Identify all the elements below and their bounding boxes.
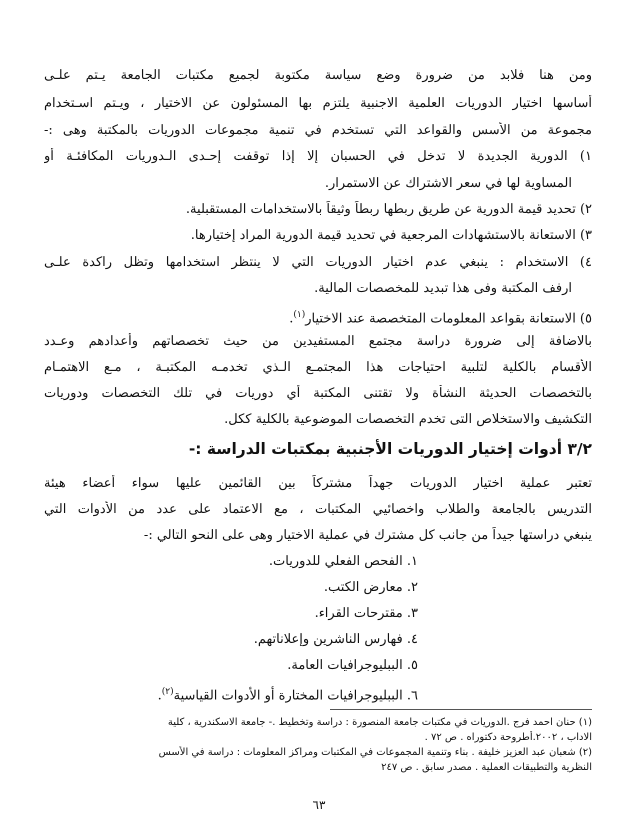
list-item: ٣) الاستعانة بالاستشهادات المرجعية في تحديد قيمة الدورية المراد إختيارها. [190, 228, 592, 243]
footnote-line: النظرية والتطبيقات العملية . مصدر سابق . ص ٢٤٧ [381, 762, 592, 773]
list-item: ٢. معارض الكتب. [323, 580, 418, 595]
list-item-text: ٦. الببليوجرافيات المختارة أو الأدوات القياسية [173, 688, 418, 704]
list-item: ٣. مقترحات القراء. [314, 606, 418, 621]
footnote-marker: (١) [293, 310, 306, 320]
footnote-divider [330, 709, 592, 710]
list-item: ٥. الببليوجرافيات العامة. [287, 658, 418, 673]
paragraph-line: ينبغي دراستها جيداً من جانب كل مشترك في عملية الاختيار وهى على النحو التالي :- [143, 528, 592, 543]
list-item: ارفف المكتبة وفى هذا تبديد للمخصصات المالية. [314, 281, 572, 296]
list-item: ٤) الاستخدام : ينبغي عدم اختيار الدوريات التي لا ينتظر استخدامها وتظل راكدة علـى [44, 255, 592, 270]
list-item: ٦. الببليوجرافيات المختارة أو الأدوات القياسية$^{(٢)}$. [157, 687, 418, 704]
list-item: ٢) تحديد قيمة الدورية عن طريق ربطها ربطاً وثيقاً بالاستخدامات المستقبلية. [185, 202, 592, 217]
list-item: ١. الفحص الفعلي للدوريات. [268, 554, 418, 569]
paragraph-line: ومن هنا فلابد من ضرورة وضع سياسة مكتوبة لجميع مكتبات الجامعة يـتم علـى [44, 68, 592, 83]
list-item-text: ٥) الاستعانة بقواعد المعلومات المتخصصة عند الاختيار [305, 311, 592, 327]
footnote-line: الاداب ، ٢٠٠٢.أطروحة دكتوراه . ص ٧٢ . [424, 732, 592, 743]
section-heading: ٣/٢ أدوات إختيار الدوريات الأجنبية بمكتبات الدراسة :- [188, 440, 592, 458]
list-item: المساوية لها في سعر الاشتراك عن الاستمرار. [324, 176, 572, 191]
footnote-line: (١) حنان احمد فرج .الدوريات في مكتبات جامعة المنصورة : دراسة وتخطيط .- جامعة الاسكندرية ، كلية [167, 717, 592, 728]
page-number: ٦٣ [312, 798, 326, 812]
paragraph-line: بالاضافة إلى ضرورة دراسة مجتمع المستفيدين من حيث تخصصاتهم وأعدادهم وعـدد [44, 334, 592, 349]
list-item: ١) الدورية الجديدة لا تدخل في الحسبان إلا إذا توقفت إحـدى الـدوريات المكافئـة أو [44, 149, 592, 164]
paragraph-line: التكشيف والاستخلاص التى تخدم التخصصات الموضوعية بالكلية ككل. [224, 412, 592, 427]
list-item: ٤. فهارس الناشرين وإعلاناتهم. [253, 632, 418, 647]
paragraph-line: مجموعة من الأسس والقواعد التي تستخدم في تنمية مجموعات الدوريات بالمكتبة وهى :- [44, 123, 592, 138]
paragraph-line: التدريس بالجامعة والطلاب واخصائيي المكتبات ، مع الاعتماد على عدد من الأدوات التي [44, 502, 592, 517]
paragraph-line: بالتخصصات الحديثة النشأة ولا تقتنى المكتبة أي دوريات في تلك التخصصات ودوريات [44, 386, 592, 401]
paragraph-line: تعتبر عملية اختيار الدوريات جهداً مشتركاً بين القائمين عليها سواء أعضاء هيئة [44, 476, 592, 491]
paragraph-line: الأقسام بالكلية لتلبية احتياجات هذا المجتمـع الـذي تخدمـه المكتبـة ، مـع الاهتمـام [44, 360, 592, 375]
footnote-marker: (٢) [161, 687, 174, 697]
footnote-line: (٢) شعبان عبد العزيز خليفة . بناء وتنمية المجموعات في المكتبات ومراكز المعلومات : دراسة في الأسس [158, 747, 592, 758]
list-item: ٥) الاستعانة بقواعد المعلومات المتخصصة عند الاختيار$^{(١)}$. [289, 310, 592, 327]
paragraph-line: أساسها اختيار الدوريات العلمية الاجنبية يلتزم بها المسئولون عن الاختيار ، ويـتم اسـتخدام [44, 96, 592, 111]
